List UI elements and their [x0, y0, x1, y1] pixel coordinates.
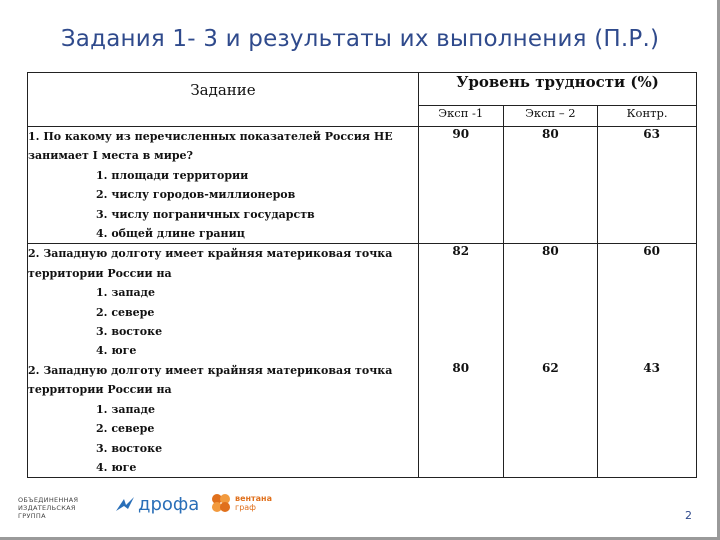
slide-title: Задания 1- 3 и результаты их выполнения (П.Р.) — [60, 26, 660, 52]
value-exp2: 80 — [503, 127, 598, 244]
value-control: 60 — [598, 244, 697, 361]
task-option: 3. числу пограничных государств — [96, 207, 315, 221]
column-header-exp2: Эксп – 2 — [503, 106, 598, 127]
table-row — [28, 127, 697, 244]
task-question: 1. По какому из перечисленных показателей Россия НЕ занимает I места в мире? — [28, 130, 393, 163]
value-control: 63 — [598, 127, 697, 244]
header-task: Задание — [28, 73, 419, 127]
task-option: 4. юге — [96, 460, 137, 474]
table-row — [28, 361, 697, 478]
task-option: 1. западе — [96, 286, 155, 300]
publisher-group-line2: ИЗДАТЕЛЬСКАЯ ГРУППА — [18, 504, 76, 520]
drofa-bird-icon — [114, 495, 136, 515]
ventana-graf-text — [235, 494, 272, 512]
value-exp1: 80 — [419, 361, 504, 478]
publisher-group-line1: ОБЪЕДИНЕННАЯ — [18, 496, 79, 504]
page-number: 2 — [685, 509, 692, 522]
task-option: 3. востоке — [96, 441, 163, 455]
graf-line: граф — [235, 503, 257, 512]
table-row — [28, 244, 697, 361]
task-cell — [28, 361, 419, 478]
ventana-graf-logo — [210, 492, 272, 514]
column-header-exp1: Эксп -1 — [419, 106, 504, 127]
value-exp1: 82 — [419, 244, 504, 361]
task-option: 3. востоке — [96, 325, 163, 339]
task-cell — [28, 244, 419, 361]
task-option: 4. юге — [96, 344, 137, 358]
column-header-control: Контр. — [598, 106, 697, 127]
value-exp2: 62 — [503, 361, 598, 478]
task-question: 2. Западную долготу имеет крайняя материковая точка территории России на — [28, 247, 393, 280]
task-question: 2. Западную долготу имеет крайняя материковая точка территории России на — [28, 363, 393, 397]
table-header-row — [28, 73, 697, 106]
task-option: 4. общей длине границ — [96, 227, 245, 241]
value-control: 43 — [598, 361, 697, 478]
ventana-line: вентана — [235, 494, 272, 503]
ventana-flower-icon — [210, 492, 232, 514]
publisher-group-logo — [18, 496, 78, 520]
task-cell — [28, 127, 419, 244]
task-option: 2. севере — [96, 305, 155, 319]
value-exp1: 90 — [419, 127, 504, 244]
task-option: 1. площади территории — [96, 168, 249, 182]
header-level: Уровень трудности (%) — [419, 73, 697, 106]
drofa-logo-text: дрофа — [138, 494, 200, 515]
task-option: 2. числу городов-миллионеров — [96, 188, 296, 202]
drofa-logo — [114, 494, 199, 515]
task-option: 1. западе — [96, 402, 155, 416]
results-table — [27, 72, 697, 478]
task-option: 2. севере — [96, 422, 155, 436]
value-exp2: 80 — [503, 244, 598, 361]
